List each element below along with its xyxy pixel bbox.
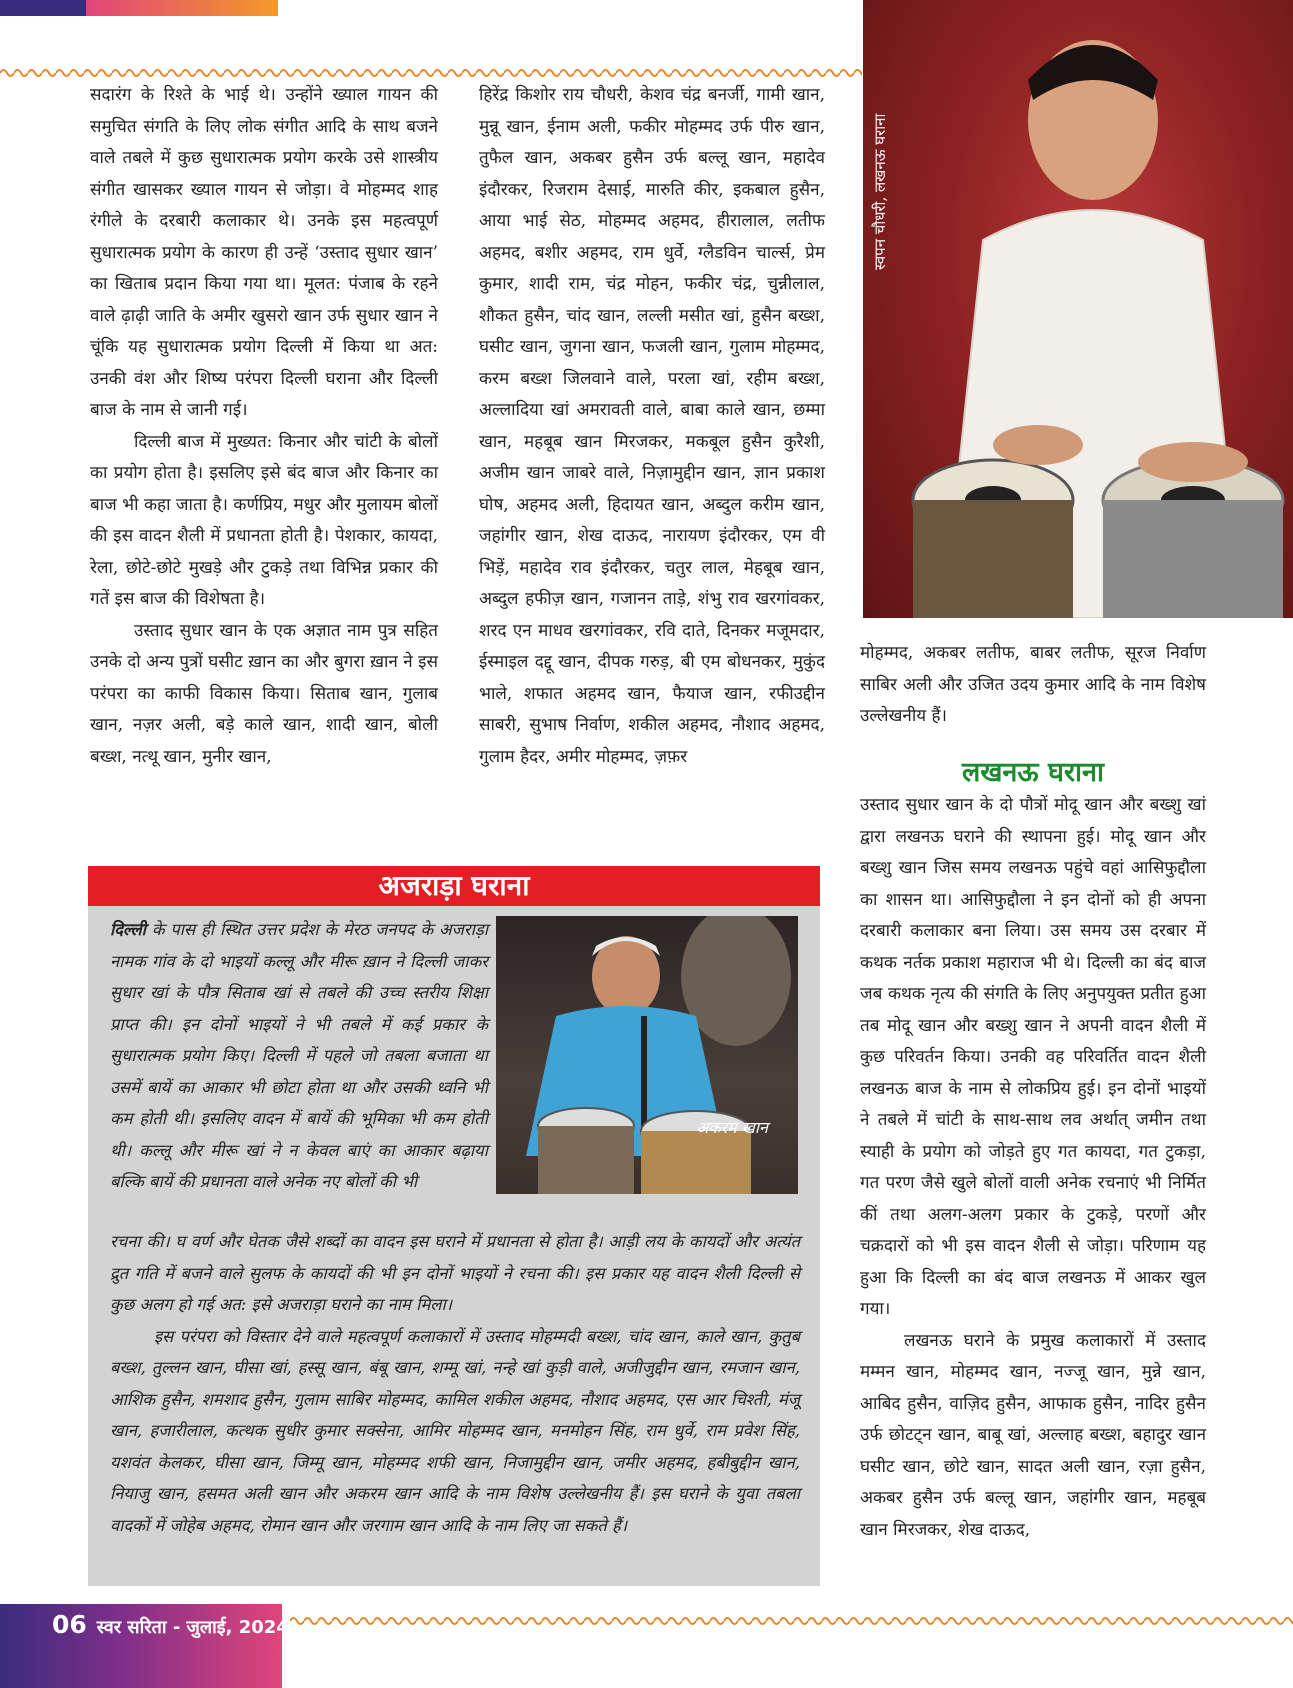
paragraph: हिरेंद्र किशोर राय चौधरी, केशव चंद्र बनर्जी, गामी खान, मुन्नू खान, ईनाम अली, फकीर मोहम्मद उर्फ पीरु खान, तुफैल खान, अकबर हुसैन उर्फ बल्लू खान, महादेव इंदौरकर, रिजराम देसाई, मारुति कीर, इकबाल हुसैन, आया भाई सेठ, मोहम्मद अहमद, हीरालाल, लतीफ अहमद, बशीर अहमद, राम धुर्वे, ग्लैडविन चार्ल्स, प्रेम कुमार, शादी राम, चंद्र मोहन, फकीर चंद्र, चुन्नीलाल, शौकत हुसैन, चांद खान, लल्ली मसीत खां, हुसैन बख्श, घसीट खान, जुगना खान, फजली खान, गुलाम मोहम्मद, करम बख्श जिलवाने वाले, परला खां, रहीम बख्श, अल्लादिया खां अमरावती वाले, बाबा काले खान, छम्मा खान, महबूब खान मिरजकर, मकबूल हुसैन कुरैशी, अजीम खान जाबरे वाले, निज़ामुद्दीन खान, ज्ञान प्रकाश घोष, अहमद अली, हिदायत खान, अब्दुल करीम खान, जहांगीर खान, शेख दाऊद, नारायण इंदौरकर, एम वी भिड़ें, महादेव राव इंदौरकर, चतुर लाल, मेहबूब खान, अब्दुल हफीज़ खान, गजानन ताड़े, शंभु राव खरगांवकर, शरद एन माधव खरगांवकर, रवि दाते, दिनकर मजूमदार, ईस्माइल दद्दू खान, दीपक गरुड़, बी एम बोधनकर, मुकुंद भाले, शफात अहमद खान, फैयाज खान, रफीउद्दीन साबरी, सुभाष निर्वाण, शकील अहमद, नौशाद अहमद, गुलाम हैदर, अमीर मोहम्मद, ज़फ़र xyxy=(479,85,825,767)
photo-swapan-chaudhuri xyxy=(863,0,1293,618)
lead-word: दिल्ली xyxy=(110,920,146,939)
photo-caption: अकरम खान xyxy=(696,1118,768,1137)
header-color-bar xyxy=(0,0,86,16)
tabla-player-illustration xyxy=(496,916,798,1194)
paragraph: लखनऊ घराने के प्रमुख कलाकारों में उस्ताद मम्मन खान, मोहम्मद खान, नज्जू खान, मुन्ने खान, आबिद हुसैन, वाज़िद हुसैन, आफाक हुसैन, नादिर हुसैन उर्फ छोटट्न खान, बाबू खां, अल्लाह बख्श, बहादुर खान घसीट खान, छोटे खान, सादत अली खान, रज़ा हुसैन, अकबर हुसैन उर्फ बल्लू खान, जहांगीर खान, महबूब खान मिरजकर, शेख दाऊद, xyxy=(860,1330,1206,1540)
paragraph: उस्ताद सुधार खान के दो पौत्रों मोदू खान और बख्शु खां द्वारा लखनऊ घराने की स्थापना हुई। मोदू खान और बख्शु खान जिस समय लखनऊ पहुंचे वहां आसिफुद्दौला का शासन था। आसिफुद्दौला ने इन दोनों को ही अपना दरबारी कलाकार बना लिया। उस समय उस दरबार में कथक नर्तक प्रकाश महाराज भी थे। दिल्ली का बंद बाज जब कथक नृत्य की संगति के लिए अनुपयुक्त प्रतीत हुआ तब मोदू खान और बख्शु खान ने अपनी वादन शैली में कुछ परिवर्तन किया। उनकी वह परिवर्तित वादन शैली लखनऊ बाज के नाम से लोकप्रिय हुई। इन दोनों भाइयों ने तबले में चांटी के साथ-साथ लव अर्थात् जमीन तथा स्याही के प्रयोग को जोड़ते हुए गत कायदा, गत टुकड़ा, गत परण जैसे खुले बोलों वाली अनेक रचनाएं भी निर्मित कीं तथा अलग-अलग प्रकार के टुकड़े, परणों और चक्रदारों को भी इस वादन शैली से जोड़ा। परिणाम यह हुआ कि दिल्ली का बंद बाज लखनऊ में आकर खुल गया। xyxy=(860,795,1206,1319)
box-paragraph: के पास ही स्थित उत्तर प्रदेश के मेरठ जनपद के अजराड़ा नामक गांव के दो भाइयों कल्लू और मीरू ख़ान ने दिल्ली जाकर सुधार खां के पौत्र सिताब खां से तबले की उच्च स्तरीय शिक्षा प्राप्त की। इन दोनों भाइयों ने भी तबले में कई प्रकार के सुधारात्मक प्रयोग किए। दिल्ली में पहले जो तबला बजाता था उसमें बायें का आकार भी छोटा होता था और उसकी ध्वनि भी कम होती थी। इसलिए वादन में बायें की भूमिका भी कम होती थी। कल्लू और मीरू खां ने न केवल बाएं का आकार बढ़ाया बल्कि बायें की प्रधानता वाले अनेक नए बोलों की भी xyxy=(110,920,488,1191)
section-heading-lucknow: लखनऊ घराना xyxy=(962,757,1104,788)
magazine-issue: स्वर सरिता - जुलाई, 2024 xyxy=(96,1617,289,1638)
decorative-border-bottom xyxy=(290,1614,1293,1628)
article-column-2 xyxy=(479,80,825,773)
decorative-border-top xyxy=(0,66,862,80)
photo-caption: स्वपन चौधरी, लखनऊ घराना xyxy=(871,113,889,270)
article-column-3 xyxy=(860,638,1206,733)
page-number: 06 xyxy=(52,1610,87,1639)
box-text xyxy=(110,914,488,1198)
header-gradient-bar xyxy=(86,0,278,16)
box-text xyxy=(110,1226,800,1541)
article-column-1 xyxy=(90,80,438,773)
photo-akram-khan xyxy=(496,916,798,1194)
paragraph: दिल्ली बाज में मुख्यत: किनार और चांटी के बोलों का प्रयोग होता है। इसलिए इसे बंद बाज और किनार का बाज भी कहा जाता है। कर्णप्रिय, मधुर और मुलायम बोलों की इस वादन शैली में प्रधानता होती है। पेशकार, कायदा, रेला, छोटे-छोटे मुखड़े और टुकड़े तथा विभिन्न प्रकार की गतें इस बाज की विशेषता है। xyxy=(90,431,438,609)
paragraph: सदारंग के रिश्ते के भाई थे। उन्होंने ख्याल गायन की समुचित संगति के लिए लोक संगीत आदि के साथ बजने वाले तबले में कुछ सुधारात्मक प्रयोग करके उसे शास्त्रीय संगीत खासकर ख्याल गायन से जोड़ा। वे मोहम्मद शाह रंगीले के दरबारी कलाकार थे। उनके इस महत्वपूर्ण सुधारात्मक प्रयोग के कारण ही उन्हें ‘उस्ताद सुधार खान’ का खिताब प्रदान किया गया था। मूलत: पंजाब के रहने वाले ढ़ाढ़ी जाति के अमीर खुसरो खान उर्फ सुधार खान ने चूंकि यह सुधारात्मक प्रयोग दिल्ली में किया था अत: उनकी वंश और शिष्य परंपरा दिल्ली घराना और दिल्ली बाज के नाम से जानी गई। xyxy=(90,85,438,420)
paragraph: उस्ताद सुधार खान के एक अज्ञात नाम पुत्र सहित उनके दो अन्य पुत्रों घसीट ख़ान का और बुगरा ख़ान ने इस परंपरा का काफी विकास किया। सिताब खान, गुलाब खान, नज़र अली, बड़े काले खान, शादी खान, बोली बख्श, नत्थू खान, मुनीर खान, xyxy=(90,620,438,767)
box-paragraph: रचना की। घ वर्ण और घेतक जैसे शब्दों का वादन इस घराने में प्रधानता से होता है। आड़ी लय के कायदों और अत्यंत द्रुत गति में बजने वाले सुलफ के कायदों की भी इन दोनों भाइयों ने रचना की। इस प्रकार यह वादन शैली दिल्ली से कुछ अलग हो गई अत: इसे अजराड़ा घराने का नाम मिला। xyxy=(110,1232,800,1314)
box-title: अजराड़ा घराना xyxy=(88,866,820,906)
box-paragraph: इस परंपरा को विस्तार देने वाले महत्वपूर्ण कलाकारों में उस्ताद मोहम्मदी बख्श, चांद खान, काले खान, कुतुब बख्श, तुल्लन खान, घीसा खां, हस्सू खान, बंबू खान, शम्मू खां, नन्हे खां कुड़ी वाले, अजीजुद्दीन खान, रमजान खान, आशिक हुसैन, शमशाद हुसैन, गुलाम साबिर मोहम्मद, कामिल शकील अहमद, नौशाद अहमद, एस आर चिश्ती, मंजू खान, हजारीलाल, कत्थक सुधीर कुमार सक्सेना, आमिर मोहम्मद खान, मनमोहन सिंह, राम धुर्वे, राम प्रवेश सिंह, यशवंत केलकर, घीसा खान, जिम्मू खान, मोहम्मद शफी खान, निजामुद्दीन खान, जमीर अहमद, हबीबुद्दीन खान, नियाजु खान, हसमत अली खान और अकरम खान आदि के नाम विशेष उल्लेखनीय हैं। इस घराने के युवा तबला वादकों में जोहेब अहमद, रोमान खान और जरगाम खान आदि के नाम लिए जा सकते हैं। xyxy=(110,1326,800,1535)
article-column-3-continued xyxy=(860,790,1206,1546)
paragraph: मोहम्मद, अकबर लतीफ, बाबर लतीफ, सूरज निर्वाण साबिर अली और उजित उदय कुमार आदि के नाम विशेष उल्लेखनीय हैं। xyxy=(860,643,1206,726)
tabla-player-illustration xyxy=(863,0,1293,618)
footer xyxy=(52,1604,289,1646)
